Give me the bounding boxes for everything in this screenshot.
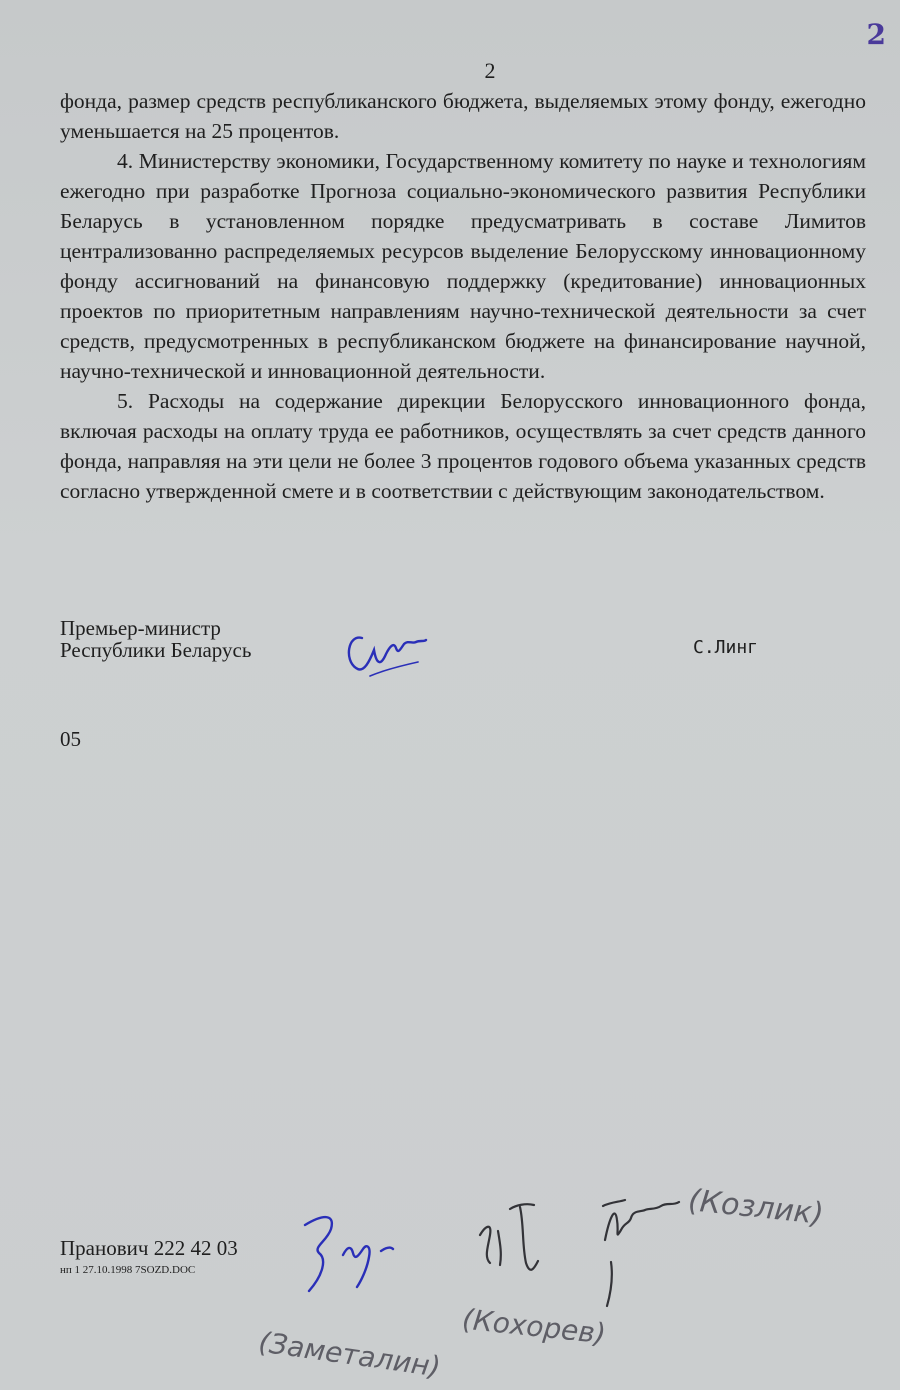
corner-page-number: 2 [866, 18, 886, 51]
signatory-title-line2: Республики Беларусь [60, 638, 252, 662]
visa-signature-kokhorev [460, 1195, 560, 1305]
signatory-name: С.Линг [693, 637, 759, 658]
handwritten-name-kozlik: (Козлик) [686, 1182, 826, 1233]
prime-minister-signature [340, 620, 430, 690]
page-number: 2 [484, 58, 496, 83]
visa-signature-kozlik [595, 1180, 685, 1320]
file-metadata: нп 1 27.10.1998 7SOZD.DOC [60, 1264, 196, 1276]
paragraph-item-4: 4. Министерству экономики, Государственному комитету по науке и технологиям ежегодно при разработке Прогноза социально-экономического развития Республики Беларусь в установленном порядке предусматривать в составе Лимитов централизованно распределяемых ресурсов выделение Белорусскому инновационному фонду ассигнований на финансовую поддержку (кредитование) инновационных проектов по приоритетным направлениям научно-технической деятельности за счет средств, предусмотренных в республиканском бюджете на финансирование научной, научно-технической и инновационной деятельности. [60, 149, 866, 383]
handwritten-name-zametalin: (Заметалин) [256, 1325, 443, 1384]
signatory-title [60, 617, 251, 661]
handwritten-name-kokhorev: (Кохорев) [460, 1302, 608, 1351]
visa-signature-zametalin [295, 1195, 445, 1310]
paragraph-item-5: 5. Расходы на содержание дирекции Белорусского инновационного фонда, включая расходы на оплату труда ее работников, осуществлять за счет средств данного фонда, направляя на эти цели не более 3 процентов годового объема указанных средств согласно утвержденной смете и в соответствии с действующим законодательством. [60, 389, 866, 503]
executor-line: Пранович 222 42 03 [60, 1236, 238, 1260]
paragraph-continuation: фонда, размер средств республиканского бюджета, выделяемых этому фонду, ежегодно уменьшается на 25 процентов. [60, 89, 866, 143]
body-text [60, 86, 866, 506]
signatory-title-line1: Премьер-министр [60, 616, 221, 640]
document-code: 05 [60, 727, 81, 751]
